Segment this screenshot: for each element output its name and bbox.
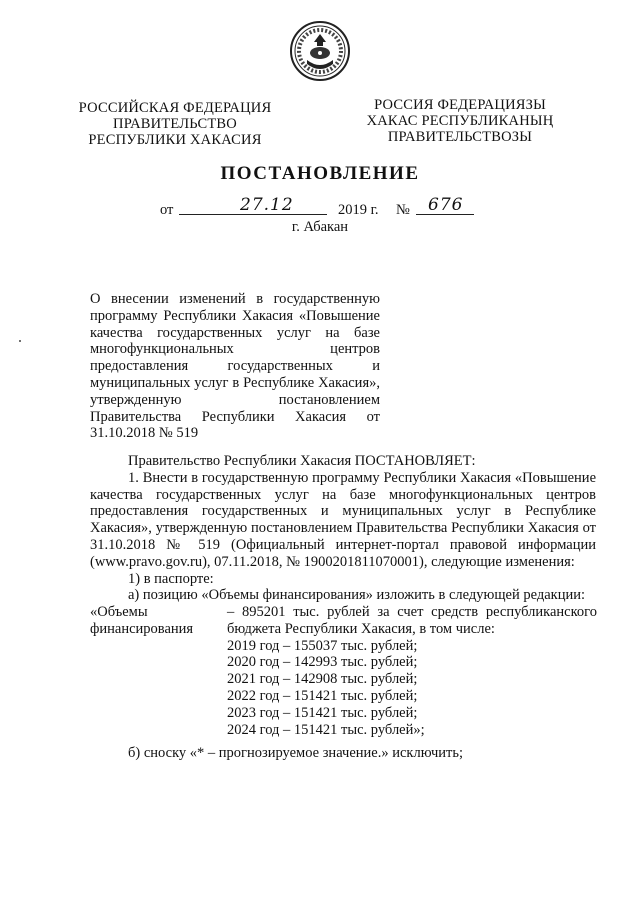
date-year: 2019 г. <box>338 202 379 218</box>
financing-year: 2022 год – 151421 тыс. рублей; <box>227 687 418 704</box>
body <box>90 453 596 604</box>
date-prefix: от <box>160 202 174 218</box>
financing-year: 2023 год – 151421 тыс. рублей; <box>227 704 418 721</box>
coat-of-arms-icon <box>289 20 351 82</box>
header-left-line: ПРАВИТЕЛЬСТВО <box>113 116 237 132</box>
document-title: ПОСТАНОВЛЕНИЕ <box>220 163 420 184</box>
financing-year: 2024 год – 151421 тыс. рублей»; <box>227 721 425 738</box>
subject: О внесении изменений в государственную программу Республики Хакасия «Повышение качества государственных услуг на базе многофункциональных центров предоставления государственных и муниципальных услуг в Республике Хакасия», утвержденную постановлением Правительства Республики Хакасия от 31.10.2018 № 519 <box>90 291 380 442</box>
sub-item-b: б) сноску «* – прогнозируемое значение.» исключить; <box>128 745 464 761</box>
header-left-line: РОССИЙСКАЯ ФЕДЕРАЦИЯ <box>78 100 272 116</box>
header-right-line: РОССИЯ ФЕДЕРАЦИЯЗЫ <box>374 97 546 113</box>
number-handwritten: 676 <box>428 195 464 215</box>
header-right-line: ХАКАС РЕСПУБЛИКАНЫҢ <box>366 113 554 129</box>
header-left <box>70 100 280 148</box>
stray-mark <box>19 340 21 342</box>
sub-item-a: а) позицию «Объемы финансирования» изложить в следующей редакции: <box>128 587 585 604</box>
item-1: 1. Внести в государственную программу Республики Хакасия «Повышение качества государственных услуг на базе многофункциональных центров предоставления государственных и муниципальных услуг в Республике Хакасия», утвержденную постановлением Правительства Республики Хакасия от 31.10.2018 № 519 (Официальный интернет-портал правовой информации (www.pravo.gov.ru), 07.11.2018, № 1900201811070001), следующие изменения: <box>90 469 596 570</box>
financing-year: 2019 год – 155037 тыс. рублей; <box>227 637 418 654</box>
financing-intro: – 895201 тыс. рублей за счет средств республиканского бюджета Республики Хакасия, в том числе: <box>227 604 597 637</box>
number-label: № <box>396 202 410 218</box>
header-left-line: РЕСПУБЛИКИ ХАКАСИЯ <box>88 132 262 148</box>
financing-year: 2020 год – 142993 тыс. рублей; <box>227 654 418 671</box>
financing-years <box>227 638 597 739</box>
financing-body <box>227 604 597 738</box>
sub-item-1: 1) в паспорте: <box>128 570 214 587</box>
header-right <box>360 97 560 145</box>
city: г. Абакан <box>291 219 349 235</box>
financing-year: 2021 год – 142908 тыс. рублей; <box>227 671 418 688</box>
preamble: Правительство Республики Хакасия ПОСТАНОВЛЯЕТ: <box>128 453 476 469</box>
date-handwritten: 27.12 <box>240 195 294 215</box>
header-right-line: ПРАВИТЕЛЬСТВОЗЫ <box>387 129 533 145</box>
financing-label: «Объемы финансирования <box>90 604 194 637</box>
